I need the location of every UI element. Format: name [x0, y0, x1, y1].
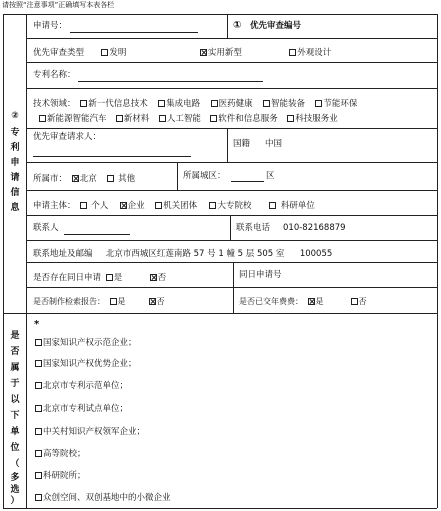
list-item: 北京市专利示范单位；: [33, 379, 128, 391]
checkbox-tech-0[interactable]: [80, 100, 87, 107]
checkbox-invention[interactable]: [101, 49, 108, 56]
checkbox-other-city[interactable]: [107, 175, 114, 182]
option-design: 外观设计: [297, 48, 332, 58]
address-value: 北京市西城区红莲南路 57 号 1 幢 5 层 505 室: [105, 249, 285, 259]
checkbox-fee-yes[interactable]: [308, 298, 315, 305]
search-report-row: [33, 296, 165, 307]
phone-label: 联系电话: [236, 223, 271, 233]
option-research: 科研单位: [280, 201, 315, 211]
address-label: 联系地址及邮编: [33, 249, 93, 259]
tech-option-label: 医药健康: [218, 99, 253, 109]
nationality-value: 中国: [265, 139, 283, 149]
option-fee-no: 否: [358, 297, 367, 306]
fee-label: 是否已交年费费：: [239, 297, 303, 306]
tech-field-row2: [37, 112, 338, 124]
checkbox-same-day-yes[interactable]: [106, 274, 113, 281]
option-other-city: 其他: [118, 174, 136, 184]
list-item: 北京市专利试点单位；: [33, 402, 128, 414]
tech-option-label: 人工智能: [166, 114, 201, 124]
option-enterprise: 企业: [127, 201, 145, 211]
tech-option-label: 软件和信息服务: [218, 114, 278, 124]
search-report-label: 是否制作检索报告：: [33, 297, 105, 306]
checkbox-unit-1[interactable]: [35, 360, 42, 367]
checkbox-fee-no[interactable]: [351, 298, 358, 305]
option-search-no: 否: [156, 297, 165, 306]
checkbox-unit-7[interactable]: [35, 494, 42, 501]
tech-option-label: 科技服务业: [295, 114, 338, 124]
checkbox-tech-6[interactable]: [116, 115, 123, 122]
checkbox-tech-3[interactable]: [263, 100, 270, 107]
tech-option-label: 新能源智能汽车: [47, 114, 107, 124]
list-item: 国家知识产权优势企业；: [33, 357, 137, 369]
fee-row: [239, 296, 367, 307]
checkbox-search-yes[interactable]: [110, 298, 117, 305]
district-field[interactable]: [231, 181, 264, 182]
application-no-label: 申请号：: [33, 21, 68, 31]
same-day-no-label: 同日申请号: [239, 270, 282, 280]
tech-option-label: 新一代信息技术: [88, 99, 148, 109]
priority-no-label: 优先审查编号: [250, 21, 302, 31]
priority-no-circle: ①: [233, 20, 242, 31]
contact-field[interactable]: [64, 234, 130, 235]
checkbox-tech-2[interactable]: [211, 100, 218, 107]
applicant-label: 优先审查请求人：: [33, 132, 102, 142]
tech-field-row1: [33, 97, 357, 109]
checkbox-beijing[interactable]: [72, 175, 79, 182]
list-item: 高等院校；: [33, 447, 86, 459]
same-day-row: [33, 271, 166, 283]
applicant-field[interactable]: [33, 156, 191, 157]
city-label: 所属市：: [33, 174, 68, 184]
district-suffix: 区: [266, 171, 275, 181]
tech-option-label: 新材料: [123, 114, 150, 124]
checkbox-tech-4[interactable]: [315, 100, 322, 107]
checkbox-tech-1[interactable]: [158, 100, 165, 107]
checkbox-college[interactable]: [209, 202, 216, 209]
option-individual: 个人: [91, 201, 109, 211]
checkbox-unit-0[interactable]: [35, 339, 42, 346]
checkbox-tech-7[interactable]: [159, 115, 166, 122]
option-utility-model: 实用新型: [207, 48, 242, 58]
option-agency: 机关团体: [163, 201, 198, 211]
checkbox-tech-5[interactable]: [39, 115, 46, 122]
list-item: 中关村知识产权领军企业；: [33, 425, 145, 437]
list-item: 国家知识产权示范企业；: [33, 336, 137, 348]
subject-label: 申请主体：: [33, 201, 76, 211]
checkbox-agency[interactable]: [155, 202, 162, 209]
option-fee-yes: 是: [315, 297, 324, 306]
option-invention: 发明: [109, 48, 127, 58]
nationality-label: 国籍: [233, 139, 251, 149]
district-label: 所属城区：: [183, 171, 226, 181]
tech-option-label: 集成电路: [166, 99, 201, 109]
city-row: [33, 172, 135, 184]
priority-type-label: 优先审查类型: [33, 48, 85, 58]
priority-type-row: [33, 46, 331, 58]
option-beijing: 北京: [79, 174, 97, 184]
checkbox-research[interactable]: [269, 202, 276, 209]
checkbox-unit-3[interactable]: [35, 405, 42, 412]
checkbox-enterprise[interactable]: [120, 202, 127, 209]
contact-label: 联系人: [33, 223, 59, 233]
option-college: 大专院校: [217, 201, 252, 211]
tech-option-label: 智能装备: [270, 99, 305, 109]
checkbox-same-day-no[interactable]: [150, 274, 157, 281]
checkbox-tech-8[interactable]: [210, 115, 217, 122]
checkbox-unit-5[interactable]: [35, 450, 42, 457]
checkbox-design[interactable]: [289, 49, 296, 56]
checkbox-unit-2[interactable]: [35, 382, 42, 389]
tech-field-label: 技术领域：: [33, 99, 76, 109]
address-zip: 100055: [299, 249, 333, 259]
address-row: [33, 247, 332, 259]
same-day-label: 是否存在同日申请: [33, 273, 102, 283]
application-no-field[interactable]: [70, 32, 198, 33]
checkbox-individual[interactable]: [80, 202, 87, 209]
phone-value: 010-82168879: [283, 223, 346, 233]
patent-name-label: 专利名称：: [33, 70, 76, 80]
option-same-day-yes: 是: [113, 273, 123, 283]
list-item: 众创空间、双创基地中的小微企业: [33, 491, 171, 503]
checkbox-search-no[interactable]: [149, 298, 156, 305]
option-search-yes: 是: [117, 297, 126, 306]
checkbox-tech-9[interactable]: [287, 115, 294, 122]
required-star: *: [34, 319, 40, 330]
tech-option-label: 节能环保: [323, 99, 358, 109]
patent-name-field[interactable]: [78, 81, 263, 82]
subject-row: [33, 199, 315, 211]
header-note: 请按照“注意事项”正确填写本表各栏: [2, 1, 115, 9]
checkbox-utility-model[interactable]: [200, 49, 207, 56]
option-same-day-no: 否: [157, 273, 167, 283]
checkbox-unit-4[interactable]: [35, 428, 42, 435]
checkbox-unit-6[interactable]: [35, 472, 42, 479]
list-item: 科研院所；: [33, 469, 86, 481]
